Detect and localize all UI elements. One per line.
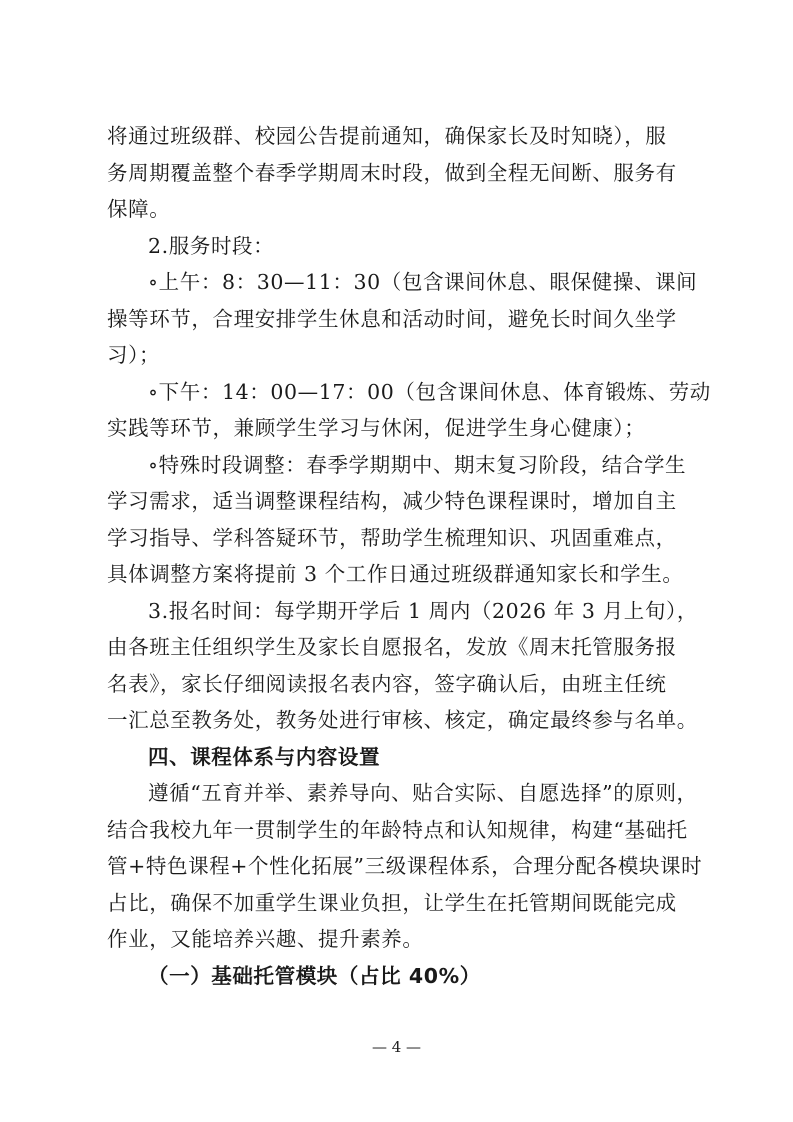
text-line: ∘下午：14：00—17：00（包含课间休息、体育锻炼、劳动 [148, 379, 711, 404]
text-line: 保障。 [107, 197, 171, 221]
text-line: 学习指导、学科答疑环节，帮助学生梳理知识、巩固重难点， [107, 525, 677, 550]
text-line: ∘上午：8：30—11：30（包含课间休息、眼保健操、课间 [148, 270, 698, 294]
text-line: 管+特色课程+个性化拓展”三级课程体系，合理分配各模块课时 [107, 854, 703, 878]
text-line: 一汇总至教务处，教务处进行审核、核定，确定最终参与名单。 [107, 708, 698, 732]
document-body [107, 118, 711, 994]
section-heading-curriculum: 四、课程体系与内容设置 [148, 744, 381, 769]
text-line: 3.报名时间：每学期开学后 1 周内（2026 年 3 月上旬）， [148, 598, 698, 623]
section-heading-service-hours: 2.服务时段： [148, 233, 275, 258]
text-line: 务周期覆盖整个春季学期周末时段，做到全程无间断、服务有 [107, 160, 677, 185]
text-line: 操等环节，合理安排学生休息和活动时间，避免长时间久坐学 [107, 306, 677, 331]
text-line: 学习需求，适当调整课程结构，减少特色课程课时，增加自主 [107, 489, 677, 513]
text-line: 名表》，家长仔细阅读报名表内容，签字确认后，由班主任统 [107, 671, 667, 696]
text-line: 习）； [107, 343, 161, 367]
text-line: 占比，确保不加重学生课业负担，让学生在托管期间既能完成 [107, 890, 677, 915]
text-line: 实践等环节，兼顾学生学习与休闲，促进学生身心健康）； [107, 416, 646, 440]
text-line: ∘特殊时段调整：春季学期期中、期末复习阶段，结合学生 [148, 452, 687, 477]
subsection-heading-basic-module: （一）基础托管模块（占比 40%） [148, 963, 481, 988]
text-line: 结合我校九年一贯制学生的年龄特点和认知规律，构建“基础托 [107, 817, 688, 842]
text-line: 具体调整方案将提前 3 个工作日通过班级群通知家长和学生。 [107, 562, 684, 586]
text-line: 由各班主任组织学生及家长自愿报名，发放《周末托管服务报 [107, 635, 677, 659]
text-line: 作业，又能培养兴趣、提升素养。 [107, 927, 424, 951]
text-line: 遵循“五育并举、素养导向、贴合实际、自愿选择”的原则， [148, 781, 698, 805]
text-line: 将通过班级群、校园公告提前通知，确保家长及时知晓），服 [107, 124, 667, 148]
page-number: — 4 — [371, 1038, 422, 1056]
